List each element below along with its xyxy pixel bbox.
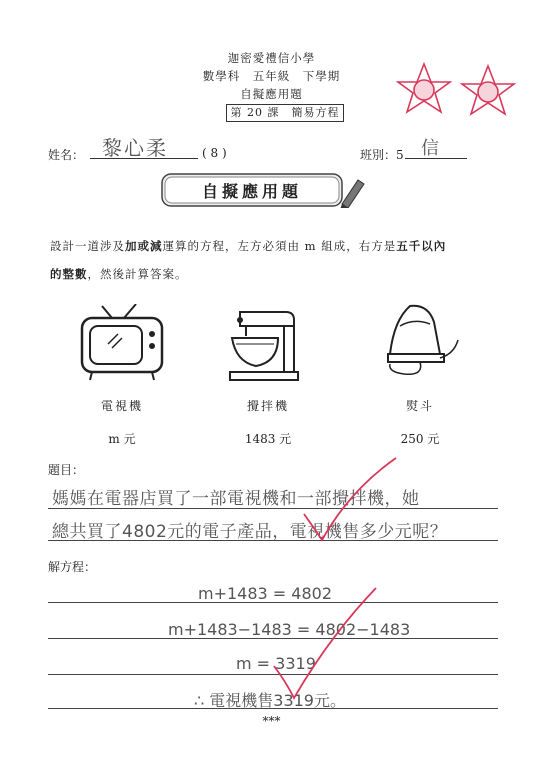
instr-text-3: ，然後計算答案。 — [87, 267, 188, 281]
iron-icon — [380, 300, 464, 384]
item-price: 1483 元 — [244, 432, 292, 446]
worksheet-title: 自擬應用題 — [240, 87, 303, 101]
check-mark-icon — [300, 456, 400, 546]
solution-label: 解方程： — [48, 560, 97, 574]
class-field — [405, 140, 467, 159]
school-name: 迦密愛禮信小學 — [227, 51, 316, 65]
class-label: 班別：5 — [360, 148, 404, 162]
question-line-2: 總共買了4802元的電子產品，電視機售多少元呢？ — [52, 522, 448, 542]
end-mark: *** — [262, 714, 281, 728]
item-name: 熨斗 — [405, 399, 434, 413]
item-name: 攪拌機 — [246, 399, 289, 413]
solution-step: ∴ 電視機售3319元。 — [194, 691, 346, 710]
item-name: 電視機 — [100, 399, 143, 413]
check-mark-icon — [270, 586, 380, 704]
item-price: 250 元 — [400, 432, 440, 446]
class-value: 信 — [421, 138, 439, 159]
mixer-icon — [226, 300, 304, 384]
title-banner — [160, 172, 368, 210]
instr-text-1: 設計一道涉及 — [50, 239, 125, 253]
instr-bold-1: 加或減 — [125, 239, 163, 253]
banner-title: 自擬應用題 — [201, 182, 302, 201]
name-value: 黎心柔 — [102, 136, 168, 160]
instr-bold-3: 的整數 — [50, 267, 88, 281]
name-field — [90, 138, 198, 159]
teacher-stamps — [392, 60, 522, 120]
instr-bold-2: 五千以內 — [396, 239, 447, 253]
instructions — [50, 232, 510, 288]
class-number: ( 8 ) — [202, 146, 227, 160]
name-label: 姓名： — [48, 148, 85, 162]
question-label: 題目： — [48, 463, 85, 477]
item-price: m 元 — [108, 432, 136, 446]
star-stamp-icon — [398, 64, 450, 112]
tv-icon — [78, 304, 166, 384]
solution-step: m+1483−1483 = 4802−1483 — [168, 620, 411, 639]
instr-text-2: 運算的方程，左方必須由 m 組成，右方是 — [162, 239, 397, 253]
subject-line: 數學科 五年級 下學期 — [202, 69, 341, 83]
solution-step: m+1483 = 4802 — [198, 584, 333, 603]
star-stamp-icon — [462, 66, 514, 114]
solution-step: m = 3319 — [236, 654, 316, 673]
question-line-1: 媽媽在電器店買了一部電視機和一部攪拌機，她 — [52, 489, 420, 509]
lesson-box: 第 20 課 簡易方程 — [226, 104, 344, 122]
